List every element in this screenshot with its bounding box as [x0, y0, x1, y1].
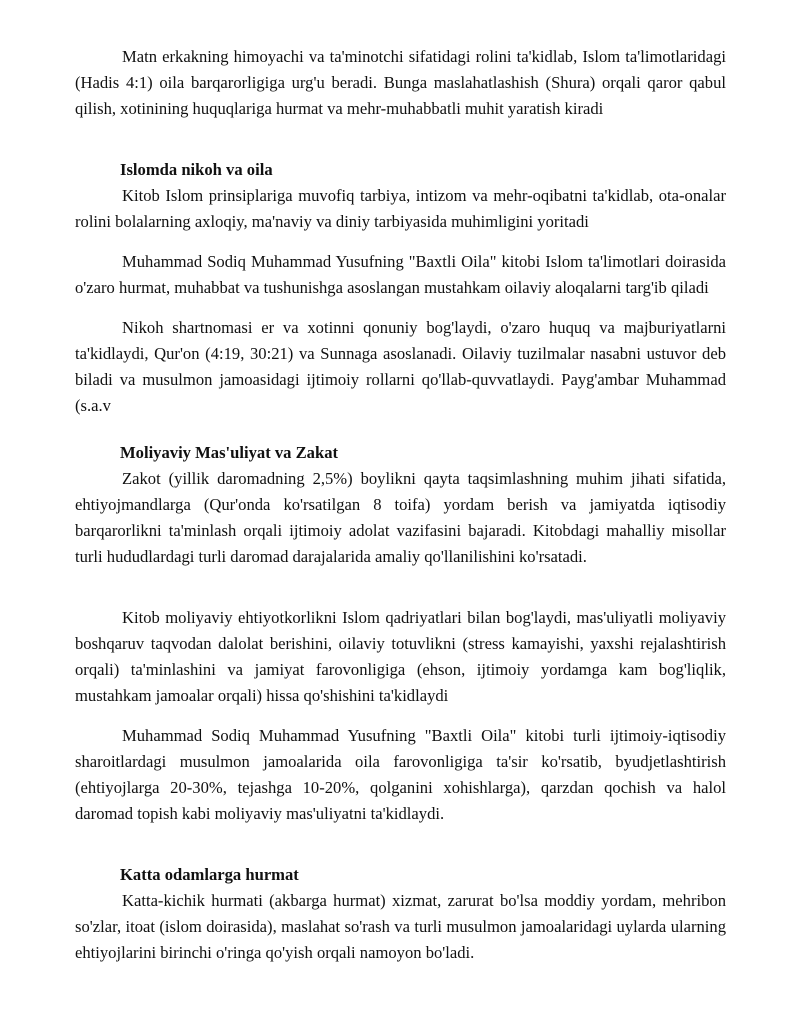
- paragraph-parenting: Kitob Islom prinsiplariga muvofiq tarbiya, intizom va mehr-oqibatni ta'kidlab, ota-onalar rolini bolalarning axloqiy, ma'naviy va diniy tarbiyasida muhimligini yoritadi: [75, 186, 726, 231]
- paragraph-elders-respect: Katta-kichik hurmati (akbarga hurmat) xizmat, zarurat bo'lsa moddiy yordam, mehribon so'zlar, itoat (islom doirasida), maslahat so'rash va turli musulmon jamoalaridagi uylarda ularning ehtiyojlarini birinchi o'ringa qo'yish orqali namoyon bo'ladi.: [75, 891, 726, 962]
- paragraph-budgeting: Muhammad Sodiq Muhammad Yusufning "Baxtli Oila" kitobi turli ijtimoiy-iqtisodiy sharoitlardagi musulmon jamoalarida oila farovonligiga ta'sir ko'rsatib, byudjetlashtirish (ehtiyojlarga 20-30%, tejashga 10-20%, qolganini xohishlarga), qarzdan qochish va halol daromad topish kabi moliyaviy mas'uliyatni ta'kidlaydi.: [75, 726, 726, 823]
- spacer: [75, 709, 726, 723]
- spacer: [75, 301, 726, 315]
- spacer: [75, 419, 726, 440]
- paragraph-zakat: Zakot (yillik daromadning 2,5%) boylikni qayta taqsimlashning muhim jihati sifatida, ehtiyojmandlarga (Qur'onda ko'rsatilgan 8 toifa) yordam berish va jamiyatda iqtisodiy barqarorlikni ta'minlash orqali ijtimoiy adolat vazifasini bajaradi. Kitobdagi mahalliy misollar turli hududlardagi turli daromad darajalarida amaliy qo'llanilishini ko'rsatadi.: [75, 469, 726, 566]
- paragraph-financial-prudence: Kitob moliyaviy ehtiyotkorlikni Islom qadriyatlari bilan bog'laydi, mas'uliyatli moliyaviy boshqaruv taqvodan dalolat berishini, oilaviy totuvlikni (stress kamayishi, yaxshi rejalashtirish orqali) ta'minlashini va jamiyat farovonligiga (ehson, ijtimoiy yordamga kam bog'liqlik, mustahkam jamoalar orqali) hissa qo'shishini ta'kidlaydi: [75, 608, 726, 705]
- spacer: [75, 235, 726, 249]
- spacer: [75, 570, 726, 605]
- paragraph-marriage-contract: Nikoh shartnomasi er va xotinni qonuniy bog'laydi, o'zaro huquq va majburiyatlarni ta'kidlaydi, Qur'on (4:19, 30:21) va Sunnaga asoslanadi. Oilaviy tuzilmalar nasabni ustuvor deb biladi va musulmon jamoasidagi ijtimoiy rollarni qo'llab-quvvatlaydi. Payg'ambar Muhammad (s.a.v: [75, 318, 726, 415]
- paragraph-husband-role: Matn erkakning himoyachi va ta'minotchi sifatidagi rolini ta'kidlab, Islom ta'limotlaridagi (Hadis 4:1) oila barqarorligiga urg'u beradi. Bunga maslahatlashish (Shura) orqali qaror qabul qilish, xotinining huquqlariga hurmat va mehr-muhabbatli muhit yaratish kiradi: [75, 47, 726, 118]
- paragraph-book-family-ties: Muhammad Sodiq Muhammad Yusufning "Baxtli Oila" kitobi Islom ta'limotlari doirasida o'zaro hurmat, muhabbat va tushunishga asoslangan mustahkam oilaviy aloqalarni targ'ib qiladi: [75, 252, 726, 297]
- heading-financial-responsibility: Moliyaviy Mas'uliyat va Zakat: [120, 443, 339, 462]
- heading-respect-elders: Katta odamlarga hurmat: [120, 865, 299, 884]
- document-page: [75, 44, 726, 966]
- spacer: [75, 122, 726, 157]
- heading-marriage-family: Islomda nikoh va oila: [120, 160, 273, 179]
- spacer: [75, 827, 726, 862]
